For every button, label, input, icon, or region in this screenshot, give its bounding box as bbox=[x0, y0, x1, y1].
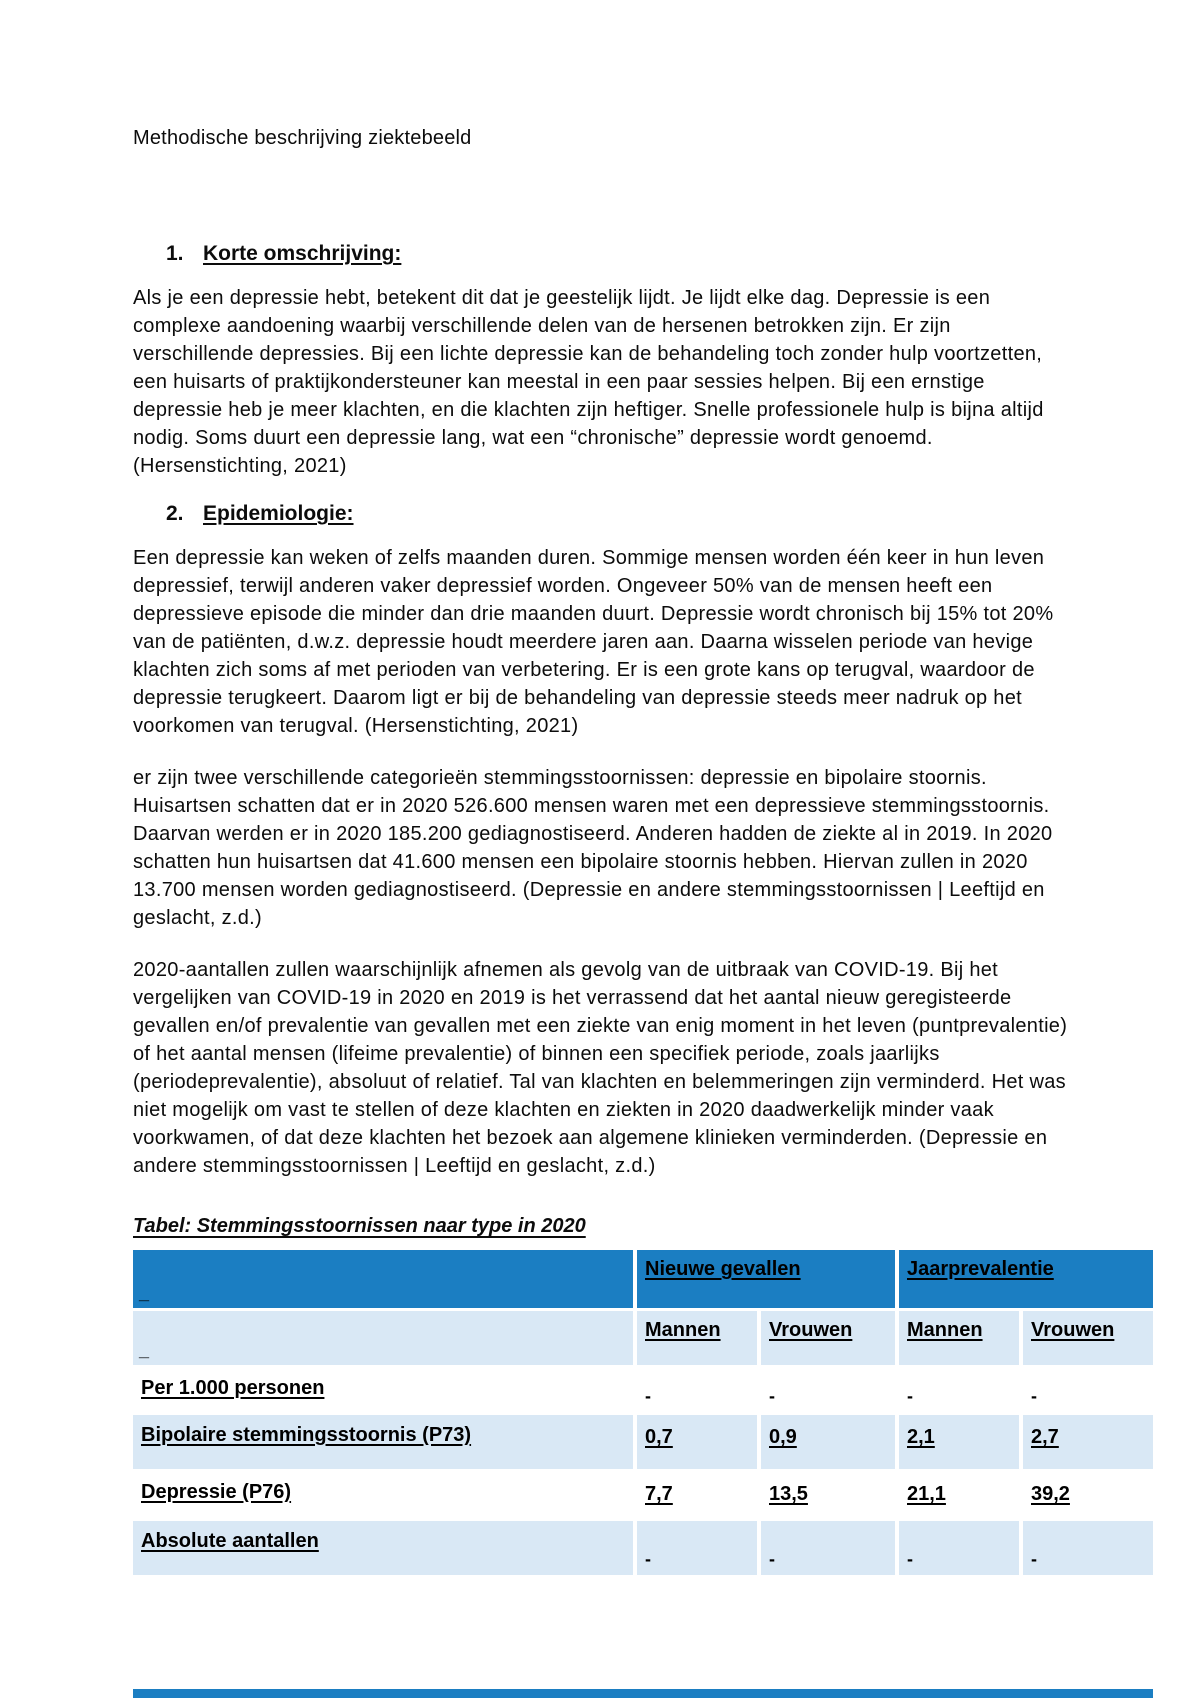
next-table-row-partial bbox=[133, 1689, 1153, 1698]
section-heading-korte-omschrijving bbox=[133, 240, 1153, 268]
corner-mark: _ bbox=[139, 1340, 150, 1360]
document-title: Methodische beschrijving ziektebeeld bbox=[133, 127, 472, 149]
value-cell: - bbox=[637, 1521, 757, 1575]
value-cell: - bbox=[899, 1521, 1019, 1575]
section-number: 1. bbox=[166, 242, 184, 265]
table-row-per-1000-personen bbox=[133, 1368, 1153, 1412]
value-cell: 21,1 bbox=[899, 1472, 1019, 1518]
section-heading-epidemiologie bbox=[133, 500, 1153, 528]
paragraph-epidemiologie-3: 2020-aantallen zullen waarschijnlijk afnemen als gevolg van de uitbraak van COVID-19. Bij het vergelijken van COVID-19 in 2020 en 2019 is het verrassend dat het aantal nieuw geregisteerde gevallen en/of prevalentie van gevallen met een ziekte van enig moment in het leven (puntprevalentie) of het aantal mensen (lifeime prevalentie) of binnen een specifiek periode, zoals jaarlijks (periodeprevalentie), absoluut of relatief. Tal van klachten en belemmeringen zijn verminderd. Het was niet mogelijk om vast te stellen of deze klachten en ziekten in 2020 daadwerkelijk minder vaak voorkwamen, of dat deze klachten het bezoek aan algemene klinieken verminderden. (Depressie en andere stemmingsstoornissen | Leeftijd en geslacht, z.d.) bbox=[133, 959, 1068, 1177]
table-corner-cell bbox=[133, 1250, 633, 1308]
paragraph-epidemiologie-2: er zijn twee verschillende categorieën stemmingsstoornissen: depressie en bipolaire stoornis. Huisartsen schatten dat er in 2020 526.600 mensen waren met een depressieve stemmingsstoornis. Daarvan werden er in 2020 185.200 gediagnostiseerd. Anderen hadden de ziekte al in 2019. In 2020 schatten hun huisartsen dat 41.600 mensen een bipolaire stoornis hebben. Hiervan zullen in 2020 13.700 mensen worden gediagnostiseerd. (Depressie en andere stemmingsstoornissen | Leeftijd en geslacht, z.d.) bbox=[133, 767, 1053, 929]
row-label-cell: Bipolaire stemmingsstoornis (P73) bbox=[133, 1415, 633, 1469]
value-cell: 39,2 bbox=[1023, 1472, 1153, 1518]
column-header-mannen: Mannen bbox=[637, 1311, 757, 1365]
value-cell: 2,7 bbox=[1023, 1415, 1153, 1469]
value-cell: 7,7 bbox=[637, 1472, 757, 1518]
table-subheader-row bbox=[133, 1311, 1153, 1365]
table-row-absolute-aantallen bbox=[133, 1521, 1153, 1575]
value-cell: - bbox=[637, 1368, 757, 1412]
value-cell: 0,7 bbox=[637, 1415, 757, 1469]
section-heading-text: Korte omschrijving: bbox=[203, 242, 402, 265]
value-cell: - bbox=[761, 1368, 895, 1412]
value-cell: 0,9 bbox=[761, 1415, 895, 1469]
value-cell: - bbox=[761, 1521, 895, 1575]
row-label-cell: Absolute aantallen bbox=[133, 1521, 633, 1575]
table-row-depressie bbox=[133, 1472, 1153, 1518]
column-header-vrouwen: Vrouwen bbox=[761, 1311, 895, 1365]
paragraph-epidemiologie-1: Een depressie kan weken of zelfs maanden duren. Sommige mensen worden één keer in hun leven depressief, terwijl anderen vaker depressief worden. Ongeveer 50% van de mensen heeft een depressieve episode die minder dan drie maanden duurt. Depressie wordt chronisch bij 15% tot 20% van de patiënten, d.w.z. depressie houdt meerdere jaren aan. Daarna wisselen periode van hevige klachten zich soms af met perioden van verbetering. Er is een grote kans op terugval, waardoor de depressie terugkeert. Daarom ligt er bij de behandeling van depressie steeds meer nadruk op het voorkomen van terugval. (Hersenstichting, 2021) bbox=[133, 547, 1054, 737]
value-cell: - bbox=[1023, 1521, 1153, 1575]
stemmingsstoornissen-table bbox=[133, 1250, 1153, 1575]
value-cell: - bbox=[1023, 1368, 1153, 1412]
row-label-cell: Depressie (P76) bbox=[133, 1472, 633, 1518]
group-header-nieuwe-gevallen: Nieuwe gevallen bbox=[637, 1250, 895, 1308]
row-label-cell: Per 1.000 personen bbox=[133, 1368, 633, 1412]
group-header-jaarprevalentie: Jaarprevalentie bbox=[899, 1250, 1153, 1308]
section-number: 2. bbox=[166, 502, 184, 525]
table-group-header-row bbox=[133, 1250, 1153, 1308]
table-caption: Tabel: Stemmingsstoornissen naar type in 2020 bbox=[133, 1215, 586, 1237]
paragraph-korte-omschrijving: Als je een depressie hebt, betekent dit dat je geestelijk lijdt. Je lijdt elke dag. Depressie is een complexe aandoening waarbij verschillende delen van de hersenen betrokken zijn. Er zijn verschillende depressies. Bij een lichte depressie kan de behandeling toch zonder hulp voortzetten, een huisarts of praktijkondersteuner kan meestal in een paar sessies helpen. Bij een ernstige depressie heb je meer klachten, en die klachten zijn heftiger. Snelle professionele hulp is bijna altijd nodig. Soms duurt een depressie lang, wat een “chronische” depressie wordt genoemd. (Hersenstichting, 2021) bbox=[133, 287, 1044, 477]
column-header-mannen: Mannen bbox=[899, 1311, 1019, 1365]
column-header-vrouwen: Vrouwen bbox=[1023, 1311, 1153, 1365]
corner-mark: _ bbox=[139, 1283, 150, 1303]
section-heading-text: Epidemiologie: bbox=[203, 502, 354, 525]
value-cell: 2,1 bbox=[899, 1415, 1019, 1469]
value-cell: - bbox=[899, 1368, 1019, 1412]
table-corner-cell bbox=[133, 1311, 633, 1365]
value-cell: 13,5 bbox=[761, 1472, 895, 1518]
table-row-bipolaire-stemmingsstoornis bbox=[133, 1415, 1153, 1469]
